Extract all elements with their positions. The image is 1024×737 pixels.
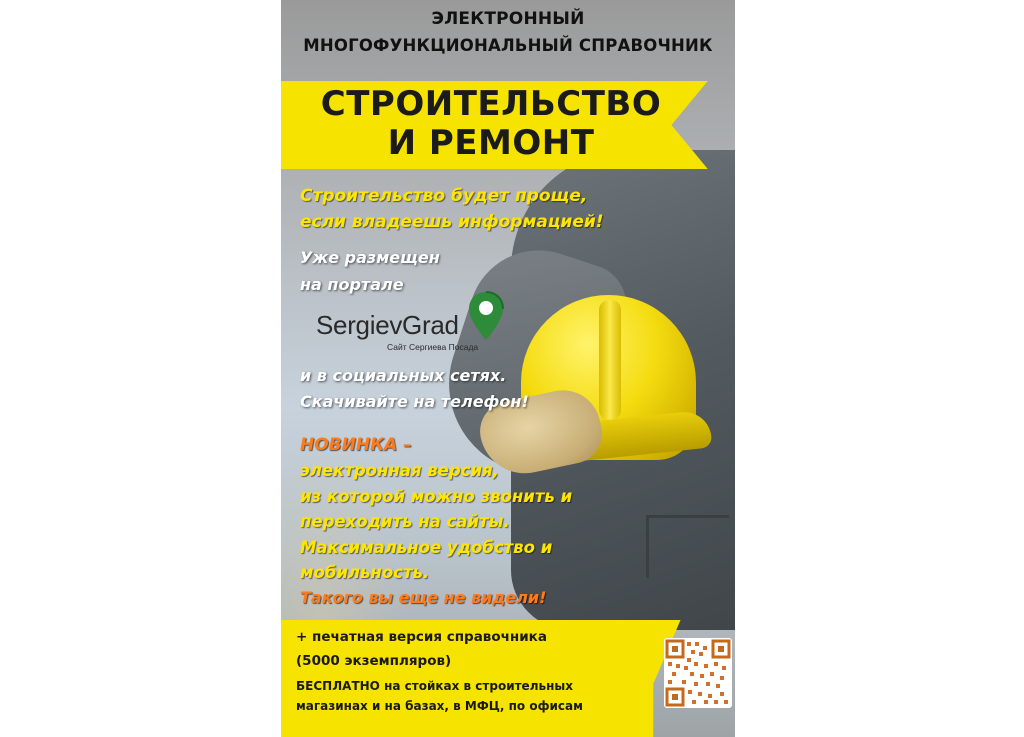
print-version-line-2: (5000 экземпляров) <box>296 653 452 669</box>
main-title-line-1: СТРОИТЕЛЬСТВО <box>320 84 662 124</box>
sergievgrad-logo-text: SergievGrad <box>316 310 459 340</box>
jacket-pocket <box>646 515 729 578</box>
qr-code-icon <box>664 638 732 708</box>
free-distribution-line-2: магазинах и на базах, в МФЦ, по офисам <box>296 699 583 713</box>
map-pin-icon <box>467 290 505 342</box>
novelty-line-3: переходить на сайты. <box>300 512 510 531</box>
novelty-line-5: мобильность. <box>300 563 430 582</box>
header-line-1: ЭЛЕКТРОННЫЙ <box>431 9 585 29</box>
free-distribution-line-1 <box>296 679 573 693</box>
portal-line-2: на портале <box>300 275 404 294</box>
portal-line-1: Уже размещен <box>300 248 440 267</box>
hard-hat-ridge <box>599 300 621 420</box>
free-label: БЕСПЛАТНО <box>296 679 380 693</box>
slogan-line-2: если владеешь информацией! <box>300 212 604 232</box>
unseen-tagline: Такого вы еще не видели! <box>300 588 547 607</box>
header-line-2: МНОГОФУНКЦИОНАЛЬНЫЙ СПРАВОЧНИК <box>303 36 713 55</box>
qr-code[interactable] <box>664 638 732 708</box>
slogan-line-1: Строительство будет проще, <box>300 186 588 206</box>
social-line-2: Скачивайте на телефон! <box>300 392 529 411</box>
poster <box>281 0 735 737</box>
print-version-line-1: + печатная версия справочника <box>296 629 547 645</box>
free-distribution-rest: на стойках в строительных <box>379 679 573 693</box>
main-title-line-2: И РЕМОНТ <box>387 123 595 163</box>
novelty-line-1: электронная версия, <box>300 461 499 480</box>
social-line-1: и в социальных сетях. <box>300 366 507 385</box>
novelty-label: НОВИНКА – <box>300 435 412 455</box>
novelty-line-2: из которой можно звонить и <box>300 487 573 506</box>
novelty-line-4: Максимальное удобство и <box>300 538 553 557</box>
sergievgrad-logo-subtitle: Сайт Сергиева Посада <box>387 342 479 352</box>
